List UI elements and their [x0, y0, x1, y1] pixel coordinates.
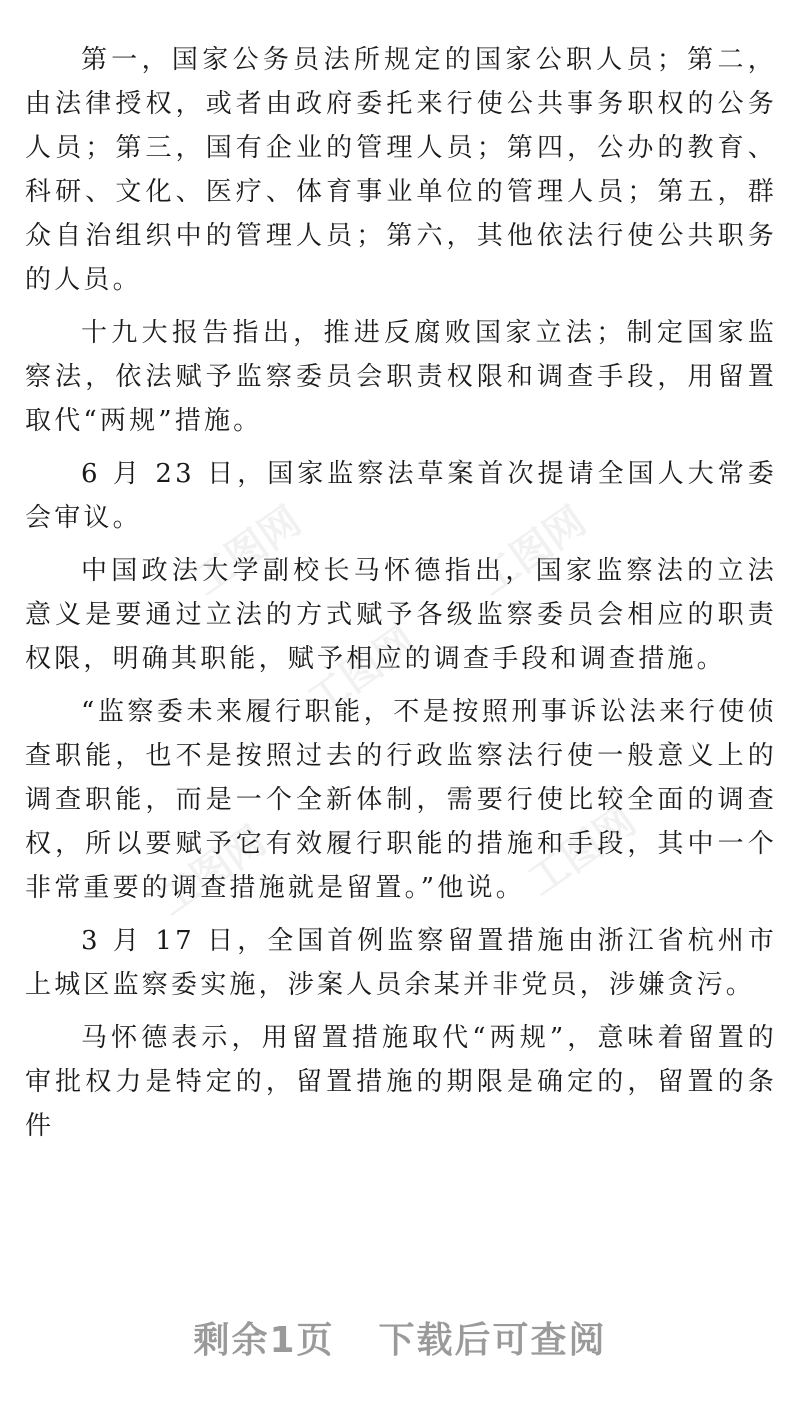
watermark: 工图网 — [299, 618, 425, 725]
watermark: 工图网 — [149, 818, 275, 925]
watermark: 工图网 — [519, 798, 645, 905]
remaining-pages-label: 剩余1页 — [193, 1320, 335, 1361]
paragraph-7: 马怀德表示，用留置措施取代“两规”，意味着留置的审批权力是特定的，留置措施的期限是确定的，留置的条件 — [25, 1023, 777, 1141]
document-body — [25, 38, 777, 1157]
paragraph-4: 中国政法大学副校长马怀德指出，国家监察法的立法意义是要通过立法的方式赋予各级监察委员会相应的职责权限，明确其职能，赋予相应的调查手段和调查措施。 — [25, 556, 777, 674]
paragraph-6: 3 月 17 日，全国首例监察留置措施由浙江省杭州市上城区监察委实施，涉案人员余某并非党员，涉嫌贪污。 — [25, 926, 777, 1000]
download-hint-link[interactable]: 下载后可查阅 — [378, 1320, 607, 1361]
paragraph-5: “监察委未来履行职能，不是按照刑事诉讼法来行使侦查职能，也不是按照过去的行政监察法行使一般意义上的调查职能，而是一个全新体制，需要行使比较全面的调查权，所以要赋予它有效履行职能的措施和手段，其中一个非常重要的调查措施就是留置。”他说。 — [25, 697, 777, 903]
paragraph-3: 6 月 23 日，国家监察法草案首次提请全国人大常委会审议。 — [25, 459, 777, 533]
watermark: 工图网 — [469, 498, 595, 605]
download-footer[interactable] — [0, 1312, 800, 1363]
paragraph-2: 十九大报告指出，推进反腐败国家立法；制定国家监察法，依法赋予监察委员会职责权限和调查手段，用留置取代“两规”措施。 — [25, 318, 777, 436]
watermark: 工图网 — [184, 498, 310, 605]
paragraph-1: 第一，国家公务员法所规定的国家公职人员；第二，由法律授权，或者由政府委托来行使公共事务职权的公务人员；第三，国有企业的管理人员；第四，公办的教育、科研、文化、医疗、体育事业单位的管理人员；第五，群众自治组织中的管理人员；第六，其他依法行使公共职务的人员。 — [25, 45, 777, 295]
